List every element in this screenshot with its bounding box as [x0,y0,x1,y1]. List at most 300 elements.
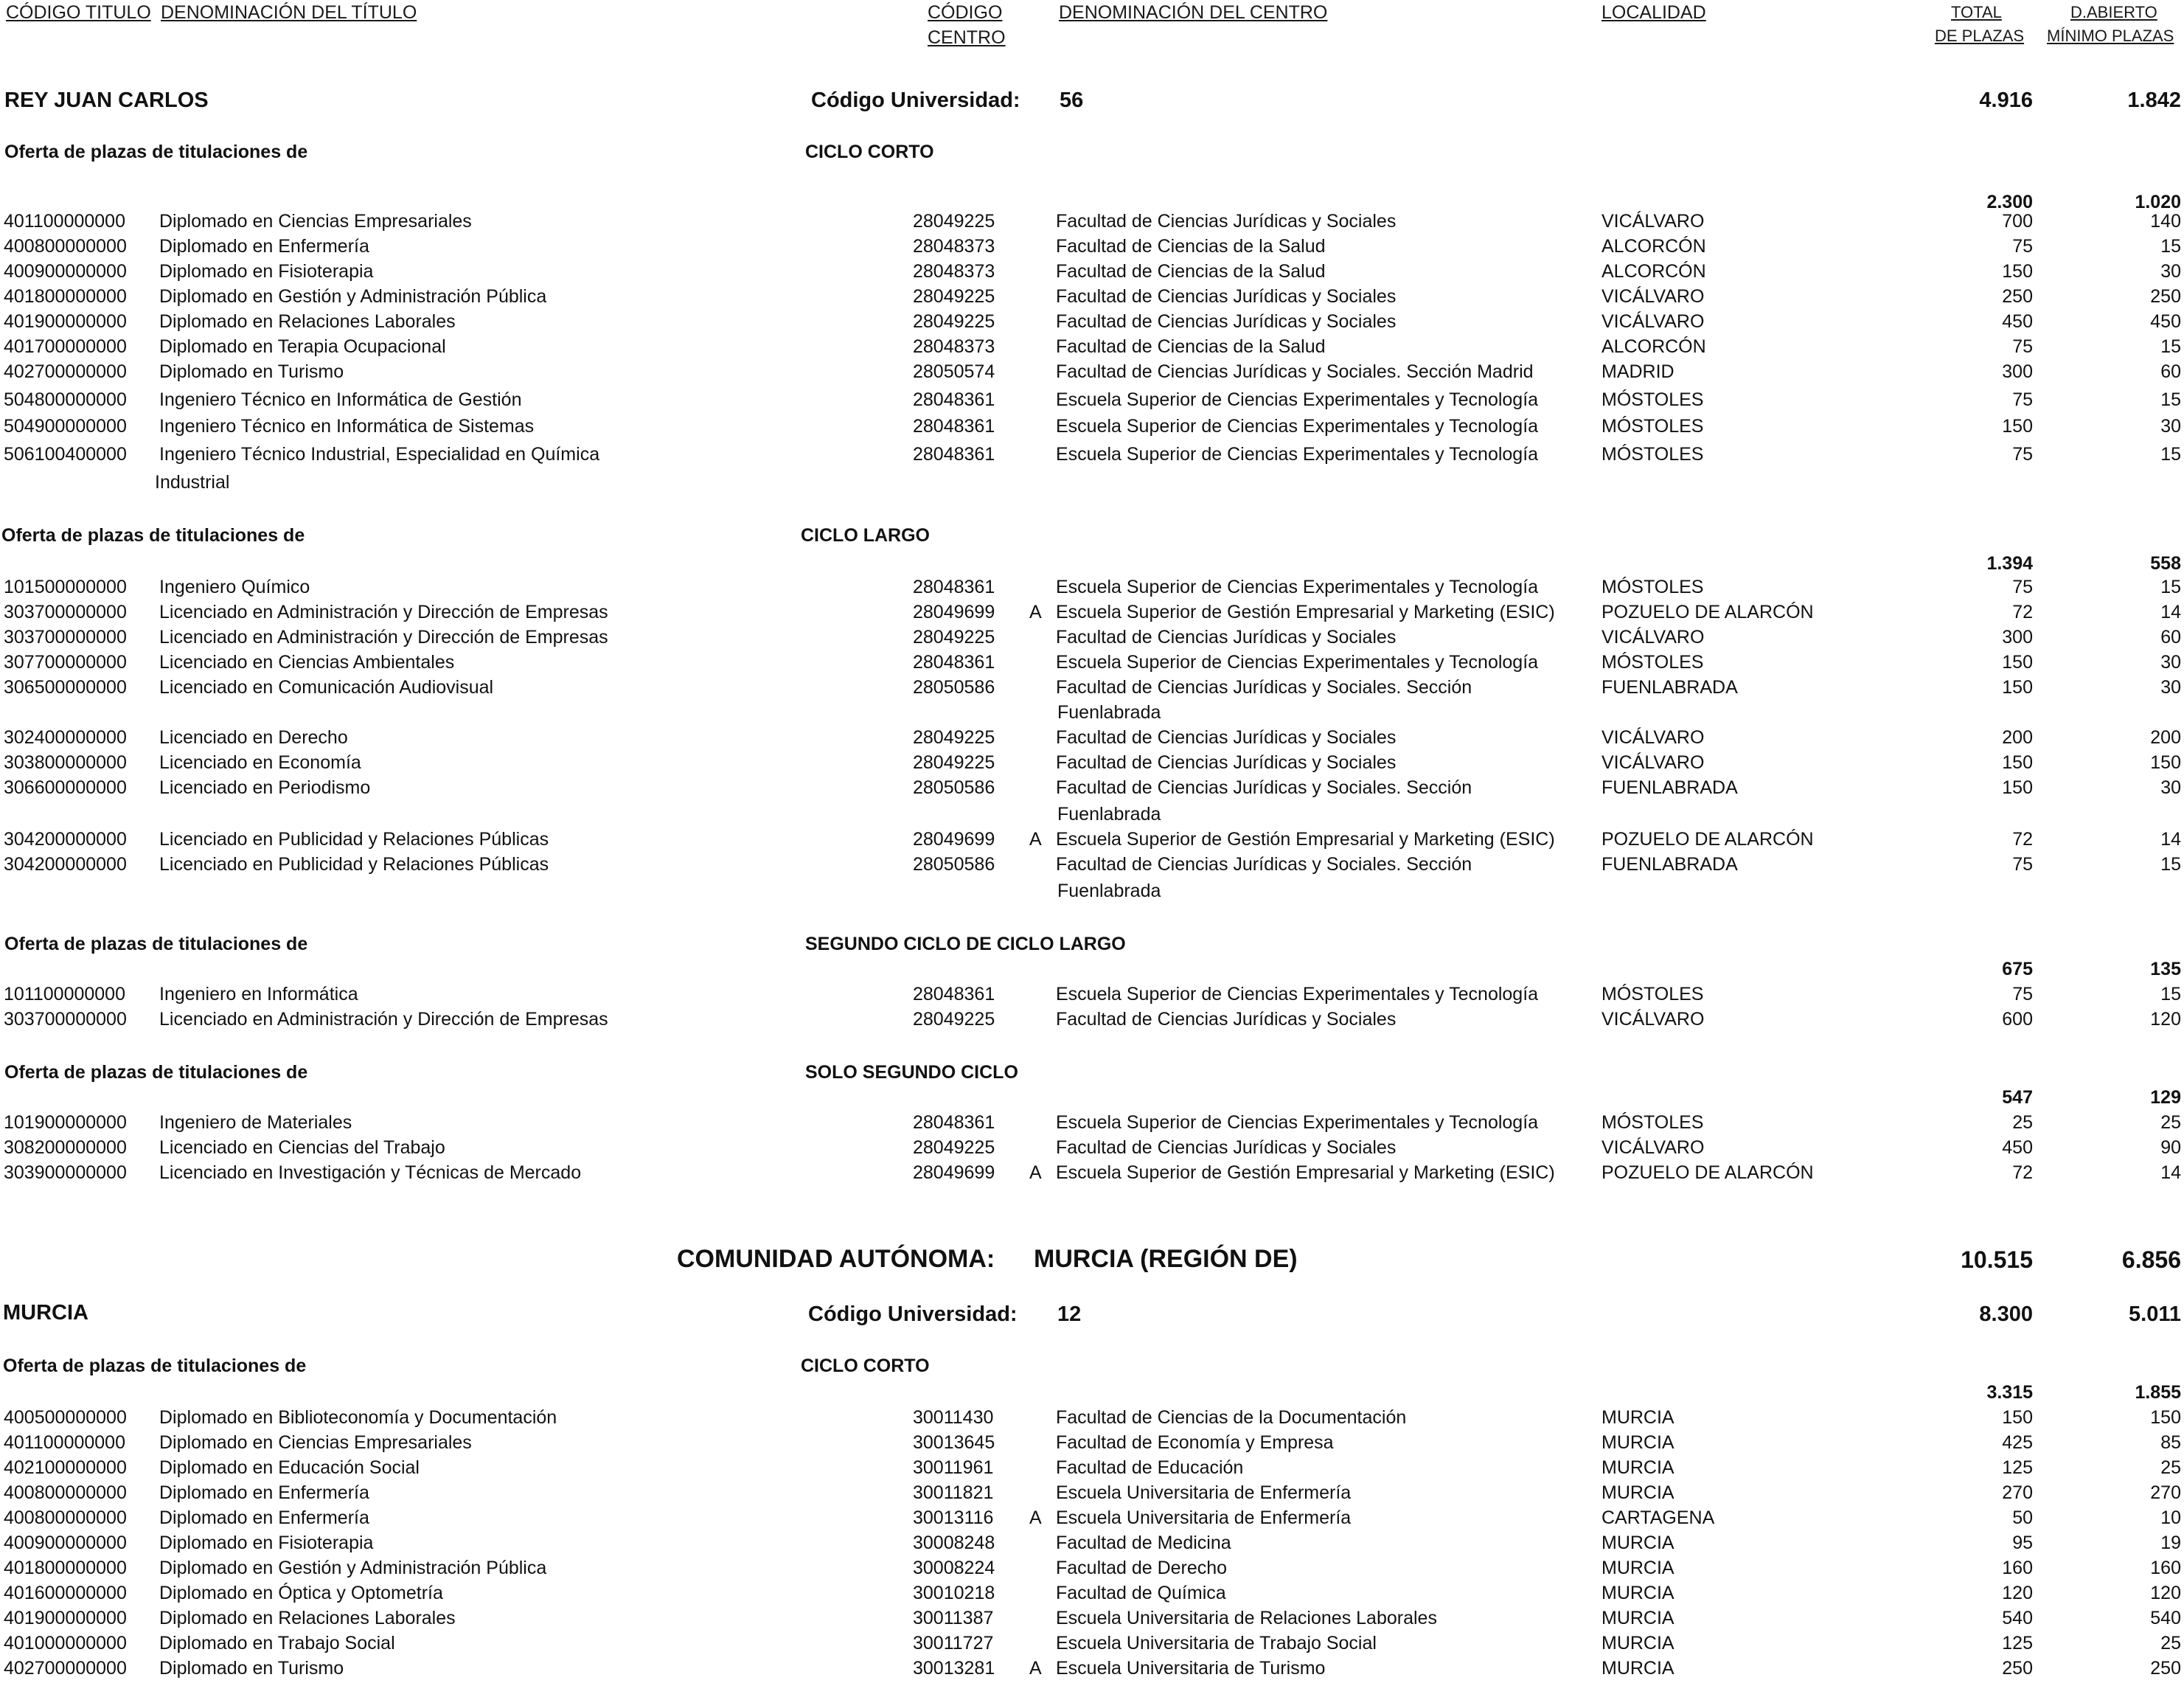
row-total: 125 [2002,1457,2033,1478]
row-min: 15 [2160,854,2181,875]
row-code: 400900000000 [4,1533,127,1553]
row-centro: Escuela Superior de Gestión Empresarial y Marketing (ESIC) [1056,829,1555,850]
row-title: Licenciado en Administración y Dirección de Empresas [159,1009,608,1030]
row-title: Diplomado en Relaciones Laborales [159,1608,456,1628]
row-total: 250 [2002,286,2033,307]
row-total: 75 [2012,336,2033,357]
row-code: 303700000000 [4,1009,127,1030]
section-type: CICLO CORTO [801,1356,930,1376]
row-code: 400800000000 [4,1507,127,1528]
header-dabierto-2: MÍNIMO PLAZAS [2047,27,2174,45]
row-min: 150 [2150,752,2181,773]
row-min: 140 [2150,211,2181,232]
row-centro-code: 28049699 [913,602,995,622]
row-centro-code: 28050586 [913,854,995,875]
section-type: SOLO SEGUNDO CICLO [805,1062,1018,1083]
table-row [0,752,2184,777]
row-total: 150 [2002,416,2033,437]
row-min: 15 [2160,984,2181,1004]
row-centro: Facultad de Ciencias Jurídicas y Sociales. Sección [1056,854,1472,875]
row-title: Ingeniero Químico [159,577,310,597]
row-centro: Facultad de Ciencias Jurídicas y Sociales [1056,752,1397,773]
row-title: Diplomado en Fisioterapia [159,261,374,282]
row-title: Licenciado en Comunicación Audiovisual [159,677,494,698]
row-flag: A [1029,1507,1042,1528]
row-centro: Facultad de Ciencias Jurídicas y Sociales [1056,627,1397,648]
row-total: 300 [2002,627,2033,648]
row-centro: Facultad de Ciencias Jurídicas y Sociales [1056,1137,1397,1158]
row-total: 150 [2002,677,2033,698]
comunidad-name: MURCIA (REGIÓN DE) [1034,1245,1298,1273]
row-centro-code: 28049699 [913,829,995,850]
row-title: Diplomado en Ciencias Empresariales [159,1432,472,1453]
row-total: 50 [2012,1507,2033,1528]
section-min: 1.855 [2135,1382,2181,1403]
row-min: 250 [2150,286,2181,307]
university-code-label: Código Universidad: [808,1302,1018,1326]
table-row [0,627,2184,652]
row-title: Diplomado en Trabajo Social [159,1633,395,1653]
row-title: Ingeniero de Materiales [159,1112,352,1133]
row-total: 450 [2002,311,2033,332]
row-min: 60 [2160,361,2181,382]
row-code: 401600000000 [4,1583,127,1603]
header-denominacion-centro: DENOMINACIÓN DEL CENTRO [1059,2,1328,23]
row-code: 307700000000 [4,652,127,673]
row-total: 300 [2002,361,2033,382]
table-row [0,677,2184,702]
row-centro-code: 28049225 [913,1009,995,1030]
row-centro-code: 28048361 [913,984,995,1004]
row-localidad: ALCORCÓN [1602,236,1706,257]
row-centro-code: 30013281 [913,1658,995,1679]
row-total: 75 [2012,389,2033,410]
row-centro-code: 28048373 [913,236,995,257]
row-min: 19 [2160,1533,2181,1553]
row-centro: Facultad de Ciencias Jurídicas y Sociales [1056,311,1397,332]
table-row [0,336,2184,361]
university-name: MURCIA [3,1301,88,1325]
table-row [0,1009,2184,1034]
row-code: 306500000000 [4,677,127,698]
row-centro-code: 30013116 [913,1507,994,1528]
row-code: 401100000000 [4,1432,125,1453]
row-localidad: MURCIA [1602,1533,1674,1553]
row-min: 30 [2160,652,2181,673]
row-code: 303700000000 [4,602,127,622]
section-min: 1.020 [2135,192,2181,212]
row-flag: A [1029,602,1042,622]
row-code: 401000000000 [4,1633,127,1653]
section-label: Oferta de plazas de titulaciones de [1,525,305,546]
centro-continuation: Fuenlabrada [1057,804,1161,825]
row-title: Ingeniero en Informática [159,984,358,1004]
row-code: 401900000000 [4,311,127,332]
row-title: Licenciado en Investigación y Técnicas de Mercado [159,1162,582,1183]
row-centro: Escuela Superior de Ciencias Experimentales y Tecnología [1056,389,1539,410]
header-denominacion-titulo: DENOMINACIÓN DEL TÍTULO [161,2,417,23]
row-code: 401800000000 [4,286,127,307]
row-centro: Facultad de Ciencias Jurídicas y Sociales [1056,1009,1397,1030]
row-localidad: FUENLABRADA [1602,854,1738,875]
row-total: 25 [2012,1112,2033,1133]
row-total: 72 [2012,829,2033,850]
row-localidad: MÓSTOLES [1602,416,1704,437]
row-total: 75 [2012,984,2033,1004]
row-min: 60 [2160,627,2181,648]
row-localidad: MURCIA [1602,1457,1674,1478]
row-code: 504900000000 [4,416,127,437]
row-centro: Facultad de Ciencias Jurídicas y Sociales [1056,286,1397,307]
row-title: Diplomado en Enfermería [159,236,369,257]
row-title: Licenciado en Derecho [159,727,348,748]
row-min: 90 [2160,1137,2181,1158]
row-min: 15 [2160,444,2181,465]
row-code: 400900000000 [4,261,127,282]
row-code: 402700000000 [4,361,127,382]
university-min: 5.011 [2129,1302,2181,1326]
row-localidad: FUENLABRADA [1602,777,1738,798]
row-centro-code: 28049225 [913,311,995,332]
row-title: Diplomado en Biblioteconomía y Documentación [159,1407,557,1428]
comunidad-min: 6.856 [2121,1246,2181,1273]
row-localidad: VICÁLVARO [1602,752,1705,773]
table-row [0,854,2184,879]
row-total: 700 [2002,211,2033,232]
row-localidad: CARTAGENA [1602,1507,1715,1528]
row-title: Diplomado en Educación Social [159,1457,420,1478]
table-row [0,1482,2184,1507]
table-row [0,261,2184,286]
row-centro-code: 28048361 [913,416,995,437]
row-min: 540 [2150,1608,2181,1628]
row-centro-code: 30011430 [913,1407,994,1428]
row-code: 504800000000 [4,389,127,410]
table-row [0,286,2184,311]
row-localidad: MURCIA [1602,1482,1674,1503]
row-min: 25 [2160,1112,2181,1133]
row-min: 14 [2160,829,2181,850]
row-code: 401900000000 [4,1608,127,1628]
row-centro-code: 28048361 [913,1112,995,1133]
row-centro-code: 28049225 [913,1137,995,1158]
row-centro: Facultad de Ciencias de la Salud [1056,336,1326,357]
row-localidad: VICÁLVARO [1602,1009,1705,1030]
row-title: Licenciado en Economía [159,752,361,773]
university-code: 12 [1057,1302,1082,1326]
row-centro-code: 30013645 [913,1432,995,1453]
row-min: 160 [2150,1558,2181,1578]
row-code: 308200000000 [4,1137,127,1158]
table-row [0,1533,2184,1558]
section-total: 675 [2002,959,2033,979]
row-code: 402100000000 [4,1457,127,1478]
row-total: 150 [2002,777,2033,798]
row-min: 15 [2160,336,2181,357]
table-row [0,1162,2184,1187]
table-row [0,236,2184,261]
header-total-2: DE PLAZAS [1935,27,2025,45]
row-centro-code: 28049225 [913,286,995,307]
university-code: 56 [1060,89,1084,112]
row-centro: Facultad de Ciencias Jurídicas y Sociales [1056,211,1397,232]
row-localidad: MURCIA [1602,1558,1674,1578]
row-min: 120 [2150,1583,2181,1603]
row-total: 270 [2002,1482,2033,1503]
row-code: 400500000000 [4,1407,127,1428]
row-centro: Escuela Universitaria de Relaciones Laborales [1056,1608,1437,1628]
row-localidad: MURCIA [1602,1608,1674,1628]
row-title: Licenciado en Publicidad y Relaciones Públicas [159,854,549,875]
row-centro-code: 28049225 [913,211,995,232]
section-type: CICLO CORTO [805,142,934,162]
row-title: Ingeniero Técnico Industrial, Especialidad en Química [159,444,600,465]
row-localidad: MURCIA [1602,1658,1674,1679]
row-localidad: FUENLABRADA [1602,677,1738,698]
row-code: 401100000000 [4,211,125,232]
table-row [0,577,2184,602]
row-code: 506100400000 [4,444,127,465]
row-code: 101500000000 [4,577,127,597]
row-centro-code: 30011727 [913,1633,994,1653]
row-total: 150 [2002,652,2033,673]
row-min: 85 [2160,1432,2181,1453]
row-centro: Facultad de Ciencias Jurídicas y Sociales. Sección [1056,777,1472,798]
header-localidad: LOCALIDAD [1602,2,1706,23]
row-centro-code: 30011821 [913,1482,994,1503]
row-total: 72 [2012,1162,2033,1183]
section-min: 135 [2150,959,2181,979]
row-total: 250 [2002,1658,2033,1679]
row-centro-code: 28049225 [913,752,995,773]
row-localidad: MURCIA [1602,1432,1674,1453]
row-min: 25 [2160,1633,2181,1653]
row-centro: Escuela Universitaria de Turismo [1056,1658,1326,1679]
row-centro-code: 30011387 [913,1608,994,1628]
row-code: 401700000000 [4,336,127,357]
row-localidad: VICÁLVARO [1602,211,1705,232]
row-title: Diplomado en Relaciones Laborales [159,311,456,332]
row-code: 401800000000 [4,1558,127,1578]
row-centro: Facultad de Derecho [1056,1558,1228,1578]
row-localidad: MURCIA [1602,1633,1674,1653]
centro-continuation: Fuenlabrada [1057,702,1161,723]
row-title: Diplomado en Enfermería [159,1482,369,1503]
row-centro: Facultad de Ciencias de la Salud [1056,236,1326,257]
row-code: 402700000000 [4,1658,127,1679]
table-row [0,444,2184,469]
section-total: 547 [2002,1087,2033,1108]
university-total: 8.300 [1979,1302,2033,1326]
table-row [0,777,2184,802]
table-row [0,1112,2184,1137]
row-min: 200 [2150,727,2181,748]
row-centro: Escuela Superior de Ciencias Experimentales y Tecnología [1056,444,1539,465]
row-code: 303700000000 [4,627,127,648]
section-label: Oferta de plazas de titulaciones de [3,1356,307,1376]
row-localidad: VICÁLVARO [1602,311,1705,332]
row-total: 150 [2002,752,2033,773]
table-row [0,1507,2184,1533]
row-min: 15 [2160,577,2181,597]
row-min: 30 [2160,677,2181,698]
row-flag: A [1029,829,1042,850]
table-row [0,416,2184,441]
row-centro: Escuela Universitaria de Enfermería [1056,1507,1352,1528]
row-title: Ingeniero Técnico en Informática de Gestión [159,389,522,410]
row-title: Licenciado en Administración y Dirección de Empresas [159,627,608,648]
row-centro-code: 28050574 [913,361,995,382]
row-localidad: POZUELO DE ALARCÓN [1602,602,1814,622]
row-centro-code: 30008248 [913,1533,995,1553]
row-centro-code: 28050586 [913,777,995,798]
row-centro-code: 28048361 [913,652,995,673]
row-centro: Facultad de Ciencias de la Documentación [1056,1407,1407,1428]
row-localidad: MÓSTOLES [1602,984,1704,1004]
section-type: CICLO LARGO [801,525,930,546]
row-min: 25 [2160,1457,2181,1478]
row-title: Diplomado en Turismo [159,1658,344,1679]
row-centro-code: 28049699 [913,1162,995,1183]
row-total: 150 [2002,1407,2033,1428]
row-total: 120 [2002,1583,2033,1603]
row-min: 250 [2150,1658,2181,1679]
row-title: Licenciado en Administración y Dirección de Empresas [159,602,608,622]
row-min: 30 [2160,261,2181,282]
row-total: 75 [2012,854,2033,875]
table-row [0,311,2184,336]
section-type: SEGUNDO CICLO DE CICLO LARGO [805,934,1126,954]
row-min: 10 [2160,1507,2181,1528]
header-codigo-centro-2: CENTRO [928,27,1006,48]
section-total: 3.315 [1986,1382,2033,1403]
row-title: Ingeniero Técnico en Informática de Sistemas [159,416,535,437]
row-centro: Facultad de Educación [1056,1457,1244,1478]
row-localidad: POZUELO DE ALARCÓN [1602,829,1814,850]
row-min: 270 [2150,1482,2181,1503]
row-localidad: MADRID [1602,361,1674,382]
row-total: 75 [2012,236,2033,257]
row-centro: Escuela Superior de Gestión Empresarial y Marketing (ESIC) [1056,602,1555,622]
row-min: 30 [2160,777,2181,798]
table-row [0,1432,2184,1457]
row-code: 101100000000 [4,984,125,1004]
row-localidad: VICÁLVARO [1602,1137,1705,1158]
row-code: 302400000000 [4,727,127,748]
row-total: 200 [2002,727,2033,748]
row-total: 125 [2002,1633,2033,1653]
row-centro-code: 28048361 [913,577,995,597]
table-row [0,389,2184,414]
section-label: Oferta de plazas de titulaciones de [4,934,308,954]
row-centro: Facultad de Medicina [1056,1533,1231,1553]
row-title: Diplomado en Gestión y Administración Pública [159,286,547,307]
title-continuation: Industrial [155,472,230,493]
header-codigo-titulo: CÓDIGO TITULO [6,2,151,23]
table-row [0,829,2184,854]
row-centro-code: 30011961 [913,1457,994,1478]
row-localidad: MÓSTOLES [1602,652,1704,673]
row-localidad: MÓSTOLES [1602,577,1704,597]
row-centro: Facultad de Economía y Empresa [1056,1432,1334,1453]
row-centro-code: 28048361 [913,389,995,410]
row-title: Licenciado en Periodismo [159,777,371,798]
row-total: 425 [2002,1432,2033,1453]
row-localidad: ALCORCÓN [1602,336,1706,357]
row-localidad: MÓSTOLES [1602,444,1704,465]
table-row [0,361,2184,386]
row-localidad: VICÁLVARO [1602,286,1705,307]
row-centro-code: 28048361 [913,444,995,465]
university-name: REY JUAN CARLOS [4,89,209,112]
table-row [0,984,2184,1009]
row-min: 14 [2160,602,2181,622]
row-centro: Escuela Superior de Ciencias Experimentales y Tecnología [1056,416,1539,437]
section-total: 2.300 [1986,192,2033,212]
header-codigo-centro: CÓDIGO [928,2,1003,23]
row-centro: Escuela Superior de Gestión Empresarial y Marketing (ESIC) [1056,1162,1555,1183]
row-total: 150 [2002,261,2033,282]
table-row [0,1583,2184,1608]
section-label: Oferta de plazas de titulaciones de [4,1062,308,1083]
row-total: 75 [2012,577,2033,597]
row-centro-code: 28049225 [913,727,995,748]
header-total: TOTAL [1951,3,2002,21]
row-localidad: MURCIA [1602,1583,1674,1603]
table-row [0,1137,2184,1162]
row-localidad: MÓSTOLES [1602,1112,1704,1133]
row-min: 14 [2160,1162,2181,1183]
comunidad-total: 10.515 [1961,1246,2033,1273]
row-centro: Facultad de Ciencias Jurídicas y Sociales. Sección [1056,677,1472,698]
row-centro: Escuela Universitaria de Trabajo Social [1056,1633,1377,1653]
university-min: 1.842 [2127,89,2181,112]
row-title: Diplomado en Óptica y Optometría [159,1583,443,1603]
row-min: 150 [2150,1407,2181,1428]
table-row [0,1658,2184,1683]
row-title: Licenciado en Ciencias Ambientales [159,652,455,673]
table-row [0,1608,2184,1633]
row-total: 450 [2002,1137,2033,1158]
university-code-label: Código Universidad: [811,89,1020,112]
row-centro: Escuela Superior de Ciencias Experimentales y Tecnología [1056,984,1539,1004]
row-flag: A [1029,1658,1042,1679]
row-localidad: ALCORCÓN [1602,261,1706,282]
row-centro-code: 30008224 [913,1558,995,1578]
table-row [0,211,2184,236]
row-localidad: VICÁLVARO [1602,727,1705,748]
row-centro-code: 28048373 [913,261,995,282]
row-total: 75 [2012,444,2033,465]
row-title: Diplomado en Gestión y Administración Pública [159,1558,547,1578]
row-centro: Facultad de Ciencias de la Salud [1056,261,1326,282]
row-localidad: POZUELO DE ALARCÓN [1602,1162,1814,1183]
table-row [0,652,2184,677]
row-localidad: MURCIA [1602,1407,1674,1428]
row-title: Diplomado en Enfermería [159,1507,369,1528]
comunidad-label: COMUNIDAD AUTÓNOMA: [677,1245,995,1273]
row-title: Licenciado en Ciencias del Trabajo [159,1137,445,1158]
row-min: 450 [2150,311,2181,332]
row-code: 304200000000 [4,829,127,850]
row-title: Diplomado en Terapia Ocupacional [159,336,446,357]
row-code: 303900000000 [4,1162,127,1183]
row-code: 306600000000 [4,777,127,798]
section-min: 129 [2150,1087,2181,1108]
row-centro-code: 28050586 [913,677,995,698]
row-centro: Escuela Superior de Ciencias Experimentales y Tecnología [1056,652,1539,673]
table-row [0,1558,2184,1583]
